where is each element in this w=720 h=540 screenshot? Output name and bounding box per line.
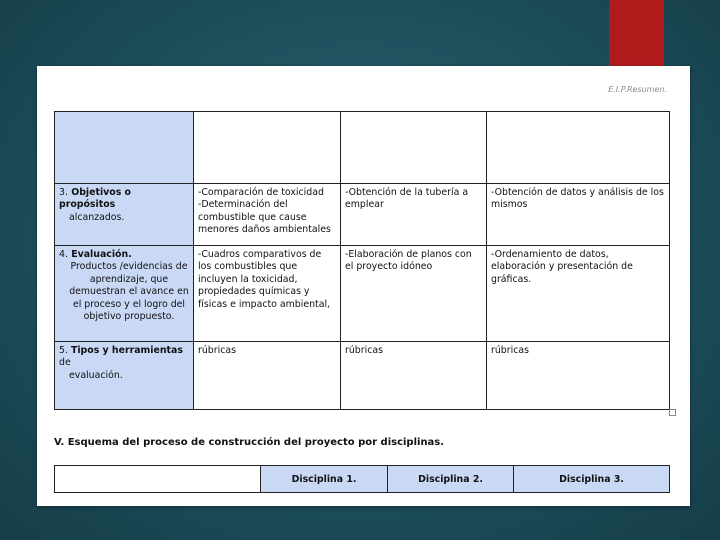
table-cell: -Obtención de la tubería a emplear [341,184,487,246]
table-cell [55,466,261,493]
table-cell: -Comparación de toxicidad -Determinación del combustible que cause menores daños ambientales [194,184,341,246]
table-cell: -Elaboración de planos con el proyecto idóneo [341,246,487,342]
row-title [59,345,189,370]
row-label [55,342,194,410]
evaluation-table [54,111,670,410]
disciplines-table [54,465,670,493]
discipline-header: Disciplina 2. [388,466,514,493]
row-title [59,249,189,261]
row-label [55,184,194,246]
row-description: evaluación. [69,369,123,381]
table-resize-handle[interactable] [669,409,676,416]
table-row-empty [55,112,670,184]
document-page [37,66,690,506]
table-row [55,342,670,410]
table-cell: -Cuadros comparativos de los combustibles que incluyen la toxicidad, propiedades químicas y físicas e impacto ambiental, [194,246,341,342]
table-row [55,184,670,246]
table-cell [487,112,670,184]
slide-accent-bar [609,0,664,66]
header-note: E.I.P.Resumen. [608,85,667,94]
table-cell: rúbricas [194,342,341,410]
disciplines-row [55,466,670,493]
row-description: alcanzados. [69,211,125,223]
row-title-text: Tipos y herramientas [70,345,183,356]
table-cell [194,112,341,184]
table-cell: rúbricas [487,342,670,410]
row-title [59,187,189,212]
table-cell [341,112,487,184]
row-number: 4. [59,249,68,260]
row-description: Productos /evidencias de aprendizaje, que demuestran el avance en el proceso y el logro del objetivo propuesto. [69,261,189,323]
table-row [55,246,670,342]
discipline-header: Disciplina 3. [514,466,670,493]
row-title-text: Objetivos o propósitos [59,187,132,211]
row-number: 5. [59,345,68,356]
row-title-suffix: de [59,357,71,369]
table-cell [55,112,194,184]
section-heading: V. Esquema del proceso de construcción del proyecto por disciplinas. [54,437,445,448]
row-label [55,246,194,342]
row-number: 3. [59,187,68,198]
discipline-header: Disciplina 1. [261,466,388,493]
table-cell: -Ordenamiento de datos, elaboración y presentación de gráficas. [487,246,670,342]
table-cell: -Obtención de datos y análisis de los mismos [487,184,670,246]
row-title-text: Evaluación. [71,249,132,260]
table-cell: rúbricas [341,342,487,410]
